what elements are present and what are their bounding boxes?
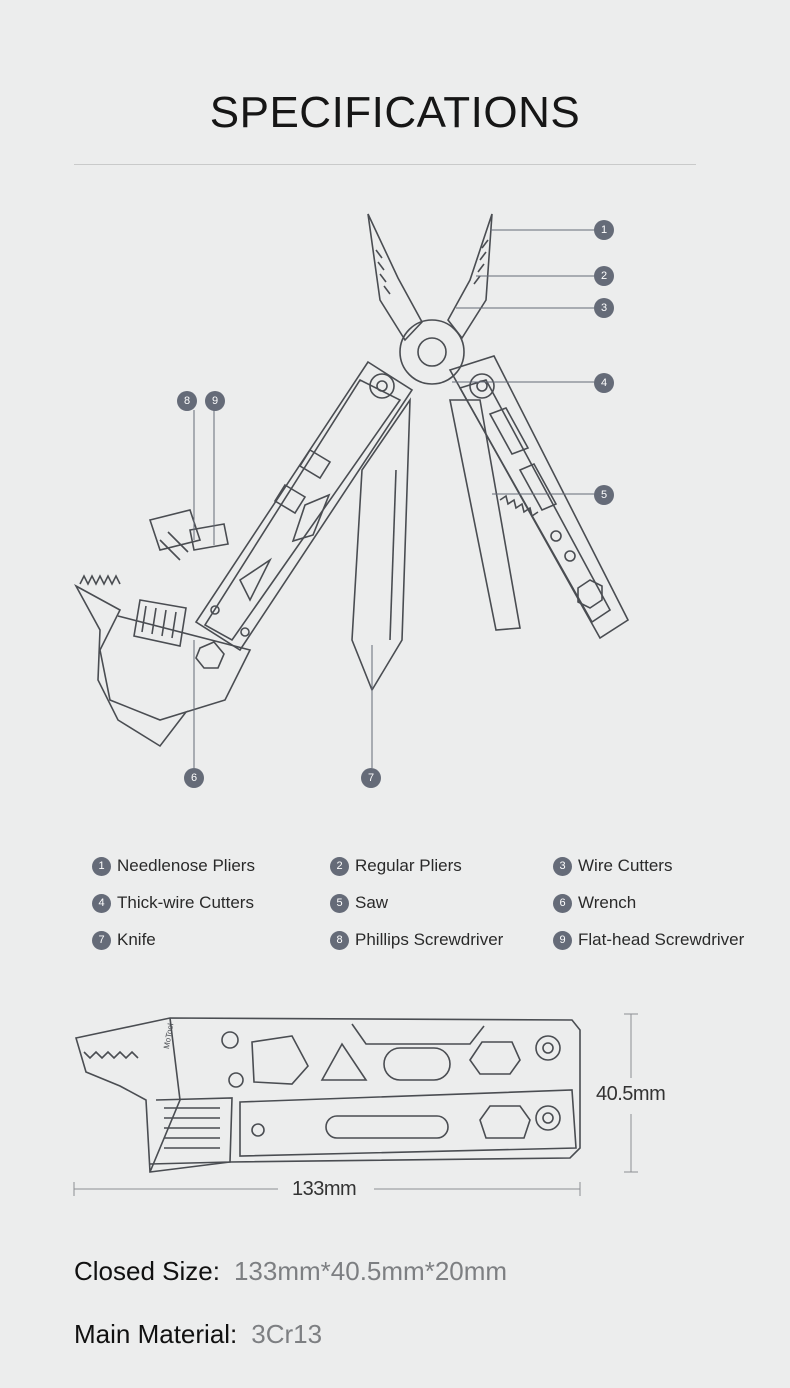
legend-number: 4: [92, 894, 111, 913]
callout-5: 5: [594, 485, 614, 505]
callout-3: 3: [594, 298, 614, 318]
legend-label: Thick-wire Cutters: [117, 893, 254, 912]
legend-label: Wrench: [578, 893, 637, 912]
closed-size-label: Closed Size:: [74, 1256, 220, 1286]
legend-label: Flat-head Screwdriver: [578, 930, 745, 949]
brand-mark: MoTool: [162, 1022, 176, 1050]
closed-size-value: 133mm*40.5mm*20mm: [233, 1256, 508, 1286]
length-dimension-label: 133mm: [292, 1178, 357, 1200]
legend-label: Saw: [355, 893, 389, 912]
legend-item: [330, 856, 462, 876]
legend-number: 6: [553, 894, 572, 913]
closed-multitool-illustration: [0, 1000, 790, 1210]
legend-item: [553, 856, 672, 876]
legend-item: [92, 930, 156, 950]
callout-6: 6: [184, 768, 204, 788]
legend-label: Regular Pliers: [355, 856, 462, 875]
legend-item: [330, 893, 388, 913]
material-value: 3Cr13: [251, 1319, 323, 1349]
callout-8: 8: [177, 391, 197, 411]
legend-label: Wire Cutters: [578, 856, 673, 875]
legend-item: [330, 930, 503, 950]
callout-7: 7: [361, 768, 381, 788]
legend-item: [92, 856, 255, 876]
callout-9: 9: [205, 391, 225, 411]
legend-number: 2: [330, 857, 349, 876]
page-title: SPECIFICATIONS: [209, 88, 581, 137]
legend-label: Phillips Screwdriver: [355, 930, 504, 949]
closed-size-row: [74, 1256, 507, 1287]
legend-label: Needlenose Pliers: [117, 856, 255, 875]
callout-4: 4: [594, 373, 614, 393]
legend-number: 9: [553, 931, 572, 950]
legend-number: 1: [92, 857, 111, 876]
material-label: Main Material:: [74, 1319, 238, 1349]
legend-number: 3: [553, 857, 572, 876]
legend-label: Knife: [117, 930, 156, 949]
material-row: [74, 1319, 322, 1350]
height-dimension-label: 40.5mm: [596, 1083, 666, 1105]
legend-number: 5: [330, 894, 349, 913]
legend-item: [553, 930, 744, 950]
callout-2: 2: [594, 266, 614, 286]
callout-1: 1: [594, 220, 614, 240]
legend-item: [553, 893, 636, 913]
legend-item: [92, 893, 254, 913]
legend-number: 7: [92, 931, 111, 950]
legend-number: 8: [330, 931, 349, 950]
open-multitool-illustration: [0, 180, 790, 800]
title-divider: [74, 164, 696, 165]
